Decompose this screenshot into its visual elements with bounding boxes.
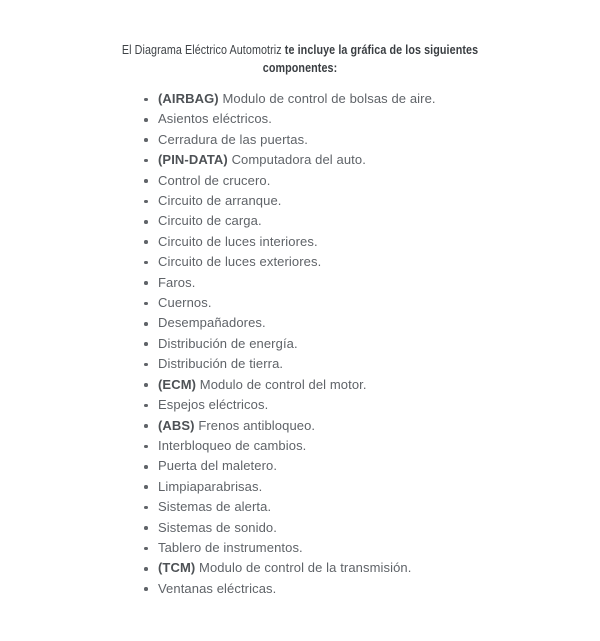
list-item	[140, 538, 600, 558]
component-text: Modulo de control de bolsas de aire.	[222, 91, 436, 106]
component-text: Circuito de carga.	[158, 213, 262, 229]
list-item	[140, 171, 600, 191]
list-item	[140, 395, 600, 415]
list-item	[140, 456, 600, 476]
component-text: Desempañadores.	[158, 315, 266, 331]
component-text: Modulo de control del motor.	[199, 376, 367, 392]
component-text: Cerradura de las puertas.	[158, 131, 308, 147]
list-item	[140, 273, 600, 293]
component-text: Circuito de luces interiores.	[158, 233, 318, 249]
list-item	[140, 354, 600, 374]
list-item	[140, 191, 600, 211]
component-text: Interbloqueo de cambios.	[158, 437, 307, 453]
component-text: Distribución de tierra.	[158, 356, 284, 372]
component-text: Cuernos.	[158, 295, 212, 311]
list-item	[140, 579, 600, 599]
list-item	[140, 232, 600, 252]
component-text: Tablero de instrumentos.	[158, 539, 303, 555]
document-page	[0, 41, 600, 641]
list-item	[140, 558, 600, 578]
list-item	[140, 293, 600, 313]
component-text: Circuito de arranque.	[158, 193, 282, 209]
components-list	[140, 89, 600, 599]
title-bold-line2: componentes:	[262, 61, 338, 75]
list-item	[140, 150, 600, 170]
component-text: Asientos eléctricos.	[158, 111, 272, 127]
component-text: Sistemas de alerta.	[158, 499, 272, 515]
list-item	[140, 252, 600, 272]
component-text: Frenos antibloqueo.	[198, 417, 316, 433]
title-bold-line1: te incluye la gráfica de los siguientes	[284, 43, 479, 57]
list-item	[140, 211, 600, 231]
list-item	[140, 334, 600, 354]
list-item	[140, 130, 600, 150]
list-item	[140, 89, 600, 109]
list-item	[140, 477, 600, 497]
list-item	[140, 375, 600, 395]
component-code: (TCM)	[158, 560, 196, 576]
list-item	[140, 416, 600, 436]
component-text: Espejos eléctricos.	[158, 397, 269, 413]
page-title	[76, 41, 523, 77]
component-text: Puerta del maletero.	[158, 458, 278, 474]
component-text: Ventanas eléctricas.	[158, 580, 277, 596]
component-text: Sistemas de sonido.	[158, 519, 277, 535]
list-item	[140, 497, 600, 517]
component-code: (PIN-DATA)	[158, 152, 228, 168]
component-text: Distribución de energía.	[158, 335, 298, 351]
list-item	[140, 313, 600, 333]
list-item	[140, 436, 600, 456]
component-text: Modulo de control de la transmisión.	[199, 560, 412, 576]
component-text: Control de crucero.	[158, 172, 271, 188]
list-item	[140, 109, 600, 129]
component-text: Circuito de luces exteriores.	[158, 254, 322, 270]
component-text: Faros.	[158, 274, 196, 290]
component-code: (ECM)	[158, 376, 197, 392]
component-code: (ABS)	[158, 417, 195, 433]
component-text: Computadora del auto.	[231, 152, 366, 168]
title-regular-text: El Diagrama Eléctrico Automotriz	[121, 43, 282, 57]
list-item	[140, 518, 600, 538]
component-code: (AIRBAG)	[158, 91, 219, 106]
component-text: Limpiaparabrisas.	[158, 478, 263, 494]
